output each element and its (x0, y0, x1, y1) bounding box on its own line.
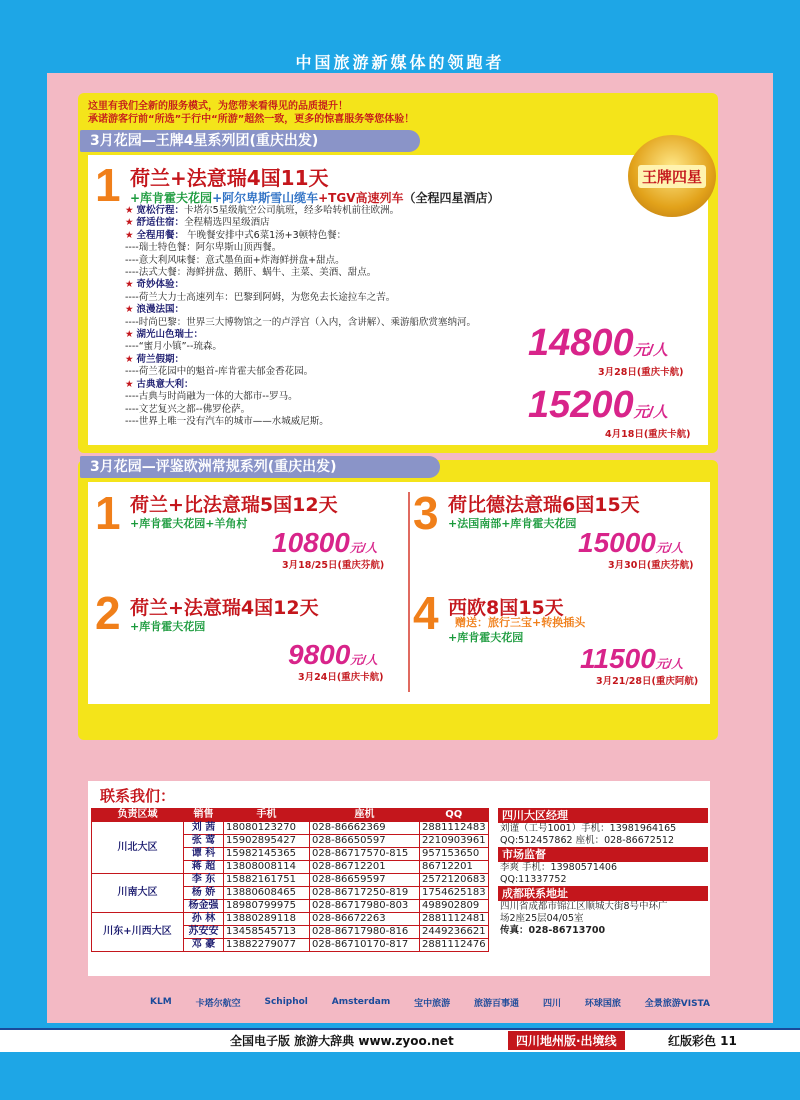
tour-2-price-value: 9800 (288, 639, 351, 670)
table-cell: 15982145365 (224, 848, 310, 861)
table-cell: 498902809 (420, 900, 489, 913)
detail-text: 全程精选四星级酒店 (184, 217, 270, 229)
address-heading: 成都联系地址 (498, 886, 708, 901)
partner-logo: KLM (150, 997, 172, 1007)
star-icon: ★ (125, 329, 137, 341)
table-header: 销售 (184, 809, 224, 822)
table-cell: 028-86710170-817 (310, 939, 420, 952)
table-cell: 2881112476 (420, 939, 489, 952)
table-cell: 2881112481 (420, 913, 489, 926)
price-1-date: 3月28日(重庆卡航) (598, 367, 684, 378)
address-line-1: 四川省成都市锦江区顺城大街8号中环广 (500, 901, 668, 912)
tour-4-number: 4 (413, 587, 439, 639)
section2-banner: 3月花园—评鉴欧洲常规系列(重庆出发) (80, 456, 440, 478)
table-cell: 刘 茜 (184, 822, 224, 835)
detail-text: 卡塔尔5星级航空公司航班，经多哈转机前往欧洲。 (184, 205, 400, 216)
tour-1-price (272, 527, 377, 559)
tour-4-price-value: 11500 (580, 643, 656, 674)
tour-2-unit: 元/人 (350, 653, 378, 667)
partner-logo: Schiphol (264, 997, 308, 1007)
region-name: 川东+川西大区 (92, 913, 184, 952)
detail-line (125, 205, 605, 217)
table-header: QQ (420, 809, 489, 822)
tour-4-date: 3月21/28日(重庆阿航) (596, 676, 699, 687)
table-cell: 杨 娇 (184, 887, 224, 900)
detail-heading: 宽松行程： (136, 205, 185, 216)
detail-line: ----法式大餐：海鲜拼盘、鹅肝、蜗牛、主菜、美酒、甜点。 (125, 267, 377, 279)
detail-heading: 舒适住宿： (136, 217, 185, 229)
detail-line (125, 217, 605, 229)
table-cell: 15882161751 (224, 874, 310, 887)
table-cell: 孙 林 (184, 913, 224, 926)
divider (408, 492, 410, 692)
table-row (92, 822, 489, 835)
supervision-line-2: QQ:11337752 (500, 874, 567, 885)
tour-1-price-value: 10800 (272, 527, 350, 558)
price-1-unit: 元/人 (633, 342, 668, 359)
table-cell: 13882279077 (224, 939, 310, 952)
contact-title: 联系我们： (100, 787, 176, 805)
footer-edition: 四川地州版·出境线 (508, 1031, 625, 1050)
star-icon: ★ (125, 229, 137, 241)
table-cell: 李 东 (184, 874, 224, 887)
detail-line: ----文艺复兴之都--佛罗伦萨。 (125, 403, 251, 415)
tour-4-unit: 元/人 (655, 657, 684, 671)
footer-page: 红版彩色 11 (668, 1034, 737, 1048)
tour-2-sub: +库肯霍夫花园 (130, 620, 206, 633)
table-cell: 957153650 (420, 848, 489, 861)
star-icon: ★ (125, 353, 137, 365)
detail-line: ----意大利风味餐：意式墨鱼面+炸海鲜拼盘+甜点。 (125, 254, 345, 266)
table-cell: 028-86717570-815 (310, 848, 420, 861)
table-header: 负责区域 (92, 809, 184, 822)
manager-line-2: QQ:512457862 座机：028-86672512 (500, 835, 674, 846)
tour-1-unit: 元/人 (349, 541, 378, 555)
tour-1-date: 3月18/25日(重庆芬航) (282, 560, 385, 571)
table-cell: 2449236621 (420, 926, 489, 939)
logo-bar (150, 985, 710, 1019)
table-cell: 028-86717980-803 (310, 900, 420, 913)
table-cell: 028-86662369 (310, 822, 420, 835)
table-cell: 13880608465 (224, 887, 310, 900)
table-cell: 谭 科 (184, 848, 224, 861)
tour-title: 荷兰+法意瑞4国11天 (130, 166, 329, 190)
tour-3-price (578, 527, 683, 559)
tour-2-title: 荷兰+法意瑞4国12天 (130, 597, 319, 619)
detail-line (125, 230, 605, 242)
partner-logo: 旅游百事通 (474, 998, 520, 1009)
table-cell: 张 莺 (184, 835, 224, 848)
tour-4-title: 西欧8国15天 (448, 597, 564, 619)
table-cell: 杨金强 (184, 900, 224, 913)
tour-number: 1 (95, 159, 121, 211)
region-name: 川南大区 (92, 874, 184, 913)
tour-3-number: 3 (413, 487, 439, 539)
detail-text: 午晚餐安排中式6菜1汤+3顿特色餐： (184, 229, 347, 241)
detail-heading: 湖光山色瑞士： (136, 329, 204, 341)
tour-3-price-value: 15000 (578, 527, 656, 558)
region-name: 川北大区 (92, 822, 184, 874)
fax-line: 传真：028-86713700 (500, 925, 606, 936)
partner-logo: 卡塔尔航空 (195, 998, 241, 1009)
table-row (92, 874, 489, 887)
partner-logo: 四川 (542, 998, 561, 1009)
contact-table (91, 808, 489, 952)
tour-1-sub: +库肯霍夫花园+羊角村 (130, 517, 248, 530)
star-icon: ★ (125, 378, 137, 390)
contact-right-panel (498, 808, 708, 973)
intro-text (88, 100, 708, 126)
table-cell: 1754625183 (420, 887, 489, 900)
manager-line-1: 刘谨（工号1001）手机：13981964165 (500, 823, 677, 834)
detail-line: ----古典与时尚融为一体的大都市--罗马。 (125, 391, 298, 403)
tour-3-title: 荷比德法意瑞6国15天 (448, 494, 640, 516)
price-2-unit: 元/人 (633, 404, 668, 421)
table-cell: 86712201 (420, 861, 489, 874)
table-cell: 028-86650597 (310, 835, 420, 848)
price-2-date: 4月18日(重庆卡航) (605, 429, 691, 440)
star-icon: ★ (125, 304, 137, 316)
price-2-value: 15200 (528, 384, 634, 426)
price-1 (528, 322, 668, 365)
table-cell: 13880289118 (224, 913, 310, 926)
table-cell: 028-86717250-819 (310, 887, 420, 900)
sub-b: +阿尔卑斯雪山缆车 (212, 191, 319, 205)
table-cell: 苏安安 (184, 926, 224, 939)
table-cell: 2210903961 (420, 835, 489, 848)
price-1-value: 14800 (528, 322, 634, 364)
tour-3-sub: +法国南部+库肯霍夫花园 (448, 517, 577, 530)
detail-heading: 古典意大利： (136, 378, 194, 390)
supervision-heading: 市场监督 (498, 847, 708, 862)
manager-heading: 四川大区经理 (498, 808, 708, 823)
detail-heading: 荷兰假期： (136, 353, 185, 365)
detail-line (125, 279, 605, 291)
footer-website: 全国电子版 旅游大辞典 www.zyoo.net (230, 1034, 454, 1048)
tour-4-sub: +库肯霍夫花园 (448, 631, 524, 644)
tour-2-price (288, 639, 378, 671)
tour-4-gift: 赠送：旅行三宝+转换插头 (455, 616, 586, 629)
partner-logo: 环球国旅 (584, 998, 621, 1009)
table-cell: 028-86672263 (310, 913, 420, 926)
top-slogan: 中国旅游新媒体的领跑者 (295, 53, 505, 72)
table-cell: 邓 豪 (184, 939, 224, 952)
badge-label: 王牌四星 (638, 165, 706, 188)
tour-3-unit: 元/人 (655, 541, 684, 555)
sub-a: +库肯霍夫花园 (130, 191, 213, 205)
table-cell: 2572120683 (420, 874, 489, 887)
address-line-2: 场2座25层04/05室 (500, 913, 584, 924)
table-cell: 028-86712201 (310, 861, 420, 874)
detail-line: ----瑞士特色餐：阿尔卑斯山顶西餐。 (125, 242, 282, 254)
detail-line: ----荷兰花园中的魁首-库肯霍夫郁金香花园。 (125, 366, 314, 378)
table-header: 座机 (310, 809, 420, 822)
partner-logo: 宝中旅游 (414, 998, 451, 1009)
tour-1-title: 荷兰+比法意瑞5国12天 (130, 494, 338, 516)
tour-1-number: 1 (95, 487, 121, 539)
table-cell: 028-86659597 (310, 874, 420, 887)
tour-2-number: 2 (95, 587, 121, 639)
detail-line: ----世界上唯一没有汽车的城市——水城威尼斯。 (125, 415, 329, 427)
detail-heading: 全程用餐： (136, 229, 185, 241)
star-icon: ★ (125, 217, 137, 229)
table-cell: 18980799975 (224, 900, 310, 913)
detail-line: ----荷兰大力士高速列车：巴黎到阿姆，为您免去长途拉车之苦。 (125, 291, 396, 303)
star-icon: ★ (125, 279, 137, 291)
sub-d: （全程四星酒店） (403, 191, 500, 205)
price-2 (528, 384, 668, 427)
detail-heading: 奇妙体验： (136, 279, 185, 291)
table-row (92, 913, 489, 926)
table-cell: 13808008114 (224, 861, 310, 874)
partner-logo: Amsterdam (331, 997, 391, 1007)
tour-3-date: 3月30日(重庆芬航) (608, 560, 694, 571)
tour-subtitle (130, 189, 500, 206)
detail-heading: 浪漫法国： (136, 304, 185, 316)
sub-c: +TGV高速列车 (318, 191, 404, 205)
table-cell: 028-86717980-816 (310, 926, 420, 939)
detail-line (125, 304, 605, 316)
table-cell: 蒋 超 (184, 861, 224, 874)
detail-line: ----时尚巴黎：世界三大博物馆之一的卢浮宫（入内，含讲解）、乘游船欣赏塞纳河。 (125, 316, 476, 328)
table-cell: 2881112483 (420, 822, 489, 835)
star-icon: ★ (125, 205, 137, 216)
table-header: 手机 (224, 809, 310, 822)
crown-badge-icon (628, 135, 716, 217)
tour-4-price (580, 643, 683, 675)
tour-2-date: 3月24日(重庆卡航) (298, 672, 384, 683)
section1-banner: 3月花园—王牌4星系列团(重庆出发) (80, 130, 420, 152)
detail-line: ----“蜜月小镇”--琉森。 (125, 341, 222, 353)
supervision-line-1: 李爽 手机：13980571406 (500, 862, 618, 873)
intro-line-2: 承诺游客行前“所选”于行中“所游”超然一致，更多的惊喜服务等您体验！ (88, 114, 415, 125)
partner-logo: 全景旅游VISTA (644, 998, 710, 1009)
table-cell: 13458545713 (224, 926, 310, 939)
table-cell: 15902895427 (224, 835, 310, 848)
table-cell: 18080123270 (224, 822, 310, 835)
intro-line-1: 这里有我们全新的服务模式，为您带来看得见的品质提升！ (88, 101, 348, 112)
